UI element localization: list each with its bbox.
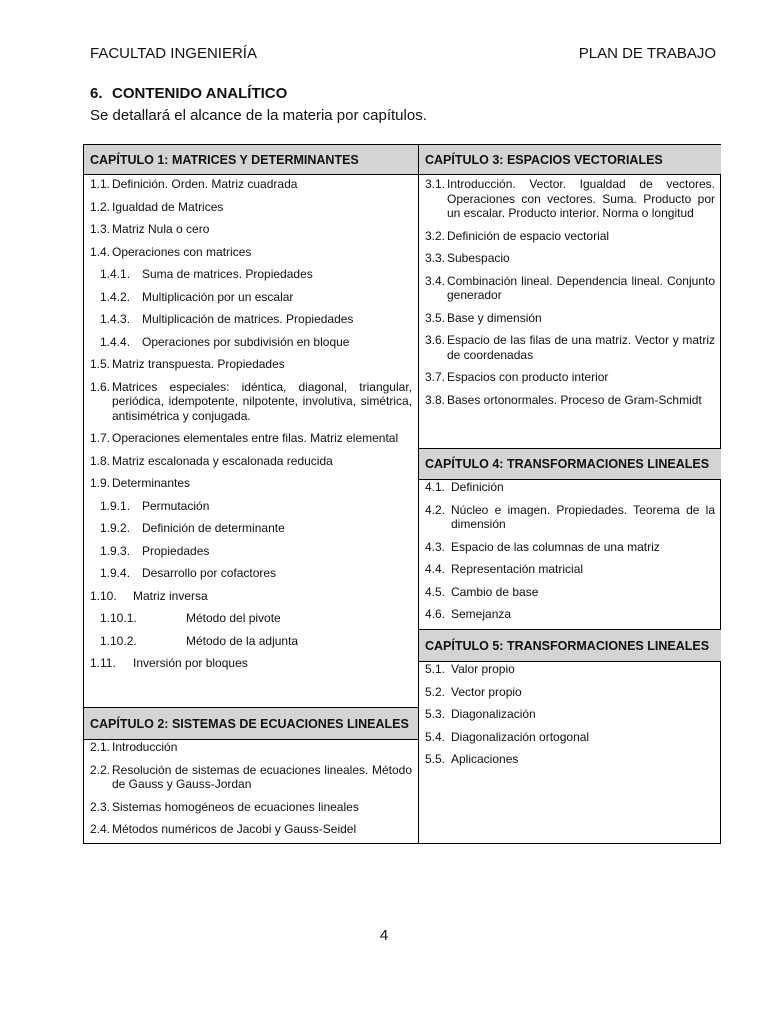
list-item: 3.7. Espacios con producto interior	[425, 370, 609, 384]
chapter-3-items	[419, 177, 721, 415]
list-item: 3.6. Espacio de las filas de una matriz. Vector y matriz de coordenadas	[425, 333, 715, 362]
chapter-1-header: CAPÍTULO 1: MATRICES Y DETERMINANTES	[84, 145, 418, 175]
chapter-3-header: CAPÍTULO 3: ESPACIOS VECTORIALES	[419, 145, 721, 175]
list-item: 1.4.3. Multiplicación de matrices. Propiedades	[100, 312, 354, 326]
list-item: 1.10. Matriz inversa	[90, 588, 208, 603]
list-item: 1.9.2. Definición de determinante	[100, 521, 285, 535]
list-item: 1.4. Operaciones con matrices	[90, 244, 252, 259]
list-item: 5.5. Aplicaciones	[425, 752, 519, 766]
chapter-5-items	[419, 662, 721, 775]
chapter-4-header: CAPÍTULO 4: TRANSFORMACIONES LINEALES	[419, 448, 721, 480]
list-item: 3.3. Subespacio	[425, 251, 510, 265]
list-item: 1.10.2. Método de la adjunta	[100, 633, 299, 648]
list-item: 3.2. Definición de espacio vectorial	[425, 228, 610, 243]
list-item: 1.2. Igualdad de Matrices	[90, 199, 224, 214]
list-item: 1.3. Matriz Nula o cero	[90, 222, 210, 236]
header-plan: PLAN DE TRABAJO	[578, 45, 716, 62]
list-item: 3.1. Introducción. Vector. Igualdad de vectores. Operaciones con vectores. Suma. Producto por un escalar. Producto interior. Norma o longitud	[425, 177, 715, 220]
list-item: 2.3. Sistemas homogéneos de ecuaciones lineales	[90, 799, 359, 814]
list-item: 2.1. Introducción	[90, 740, 178, 754]
section-title-text: CONTENIDO ANALÍTICO	[112, 85, 288, 102]
list-item: 4.2. Núcleo e imagen. Propiedades. Teorema de la dimensión	[425, 502, 715, 531]
list-item: 1.6. Matrices especiales: idéntica, diagonal, triangular, periódica, idempotente, nilpotente, involutiva, simétrica, antisimétrica y conjugada.	[90, 379, 412, 423]
list-item: 1.10.1. Método del pivote	[100, 611, 281, 625]
list-item: 1.9.4. Desarrollo por cofactores	[100, 566, 277, 580]
section-subtitle: Se detallará el alcance de la materia por capítulos.	[90, 107, 427, 124]
content-table	[83, 144, 721, 844]
page-number: 4	[379, 927, 389, 944]
header-faculty: FACULTAD INGENIERÍA	[90, 45, 257, 62]
list-item: 1.9.1. Permutación	[100, 498, 210, 513]
list-item: 4.1. Definición	[425, 480, 504, 494]
list-item: 3.8. Bases ortonormales. Proceso de Gram-Schmidt	[425, 392, 702, 407]
list-item: 1.9.3. Propiedades	[100, 543, 210, 558]
list-item: 1.8. Matriz escalonada y escalonada reducida	[90, 453, 333, 468]
list-item: 1.7. Operaciones elementales entre filas. Matriz elemental	[90, 431, 399, 445]
chapter-1-items	[84, 177, 418, 679]
list-item: 4.5. Cambio de base	[425, 584, 539, 599]
list-item: 2.2. Resolución de sistemas de ecuaciones lineales. Método de Gauss y Gauss-Jordan	[90, 762, 412, 791]
list-item: 1.4.4. Operaciones por subdivisión en bloque	[100, 334, 350, 349]
chapter-2-header: CAPÍTULO 2: SISTEMAS DE ECUACIONES LINEALES	[84, 707, 418, 740]
list-item: 3.5. Base y dimensión	[425, 310, 542, 325]
list-item: 5.3. Diagonalización	[425, 707, 536, 721]
list-item: 5.4. Diagonalización ortogonal	[425, 729, 590, 744]
list-item: 1.9. Determinantes	[90, 476, 191, 490]
list-item: 1.1. Definición. Orden. Matriz cuadrada	[90, 177, 298, 191]
list-item: 5.2. Vector propio	[425, 684, 522, 699]
list-item: 1.5. Matriz transpuesta. Propiedades	[90, 357, 285, 371]
list-item: 1.11. Inversión por bloques	[90, 656, 248, 670]
chapter-5-header: CAPÍTULO 5: TRANSFORMACIONES LINEALES	[419, 629, 721, 662]
list-item: 4.4. Representación matricial	[425, 562, 584, 576]
list-item: 4.3. Espacio de las columnas de una matriz	[425, 539, 660, 554]
list-item: 3.4. Combinación lineal. Dependencia lineal. Conjunto generador	[425, 273, 715, 302]
section-number: 6.	[90, 85, 103, 102]
list-item: 1.4.1. Suma de matrices. Propiedades	[100, 267, 313, 281]
chapter-4-items	[419, 480, 721, 630]
list-item: 1.4.2. Multiplicación por un escalar	[100, 289, 294, 304]
list-item: 2.4. Métodos numéricos de Jacobi y Gauss-Seidel	[90, 822, 357, 836]
chapter-2-items	[84, 740, 418, 845]
list-item: 5.1. Valor propio	[425, 662, 515, 676]
list-item: 4.6. Semejanza	[425, 607, 512, 621]
section-title	[90, 85, 287, 102]
